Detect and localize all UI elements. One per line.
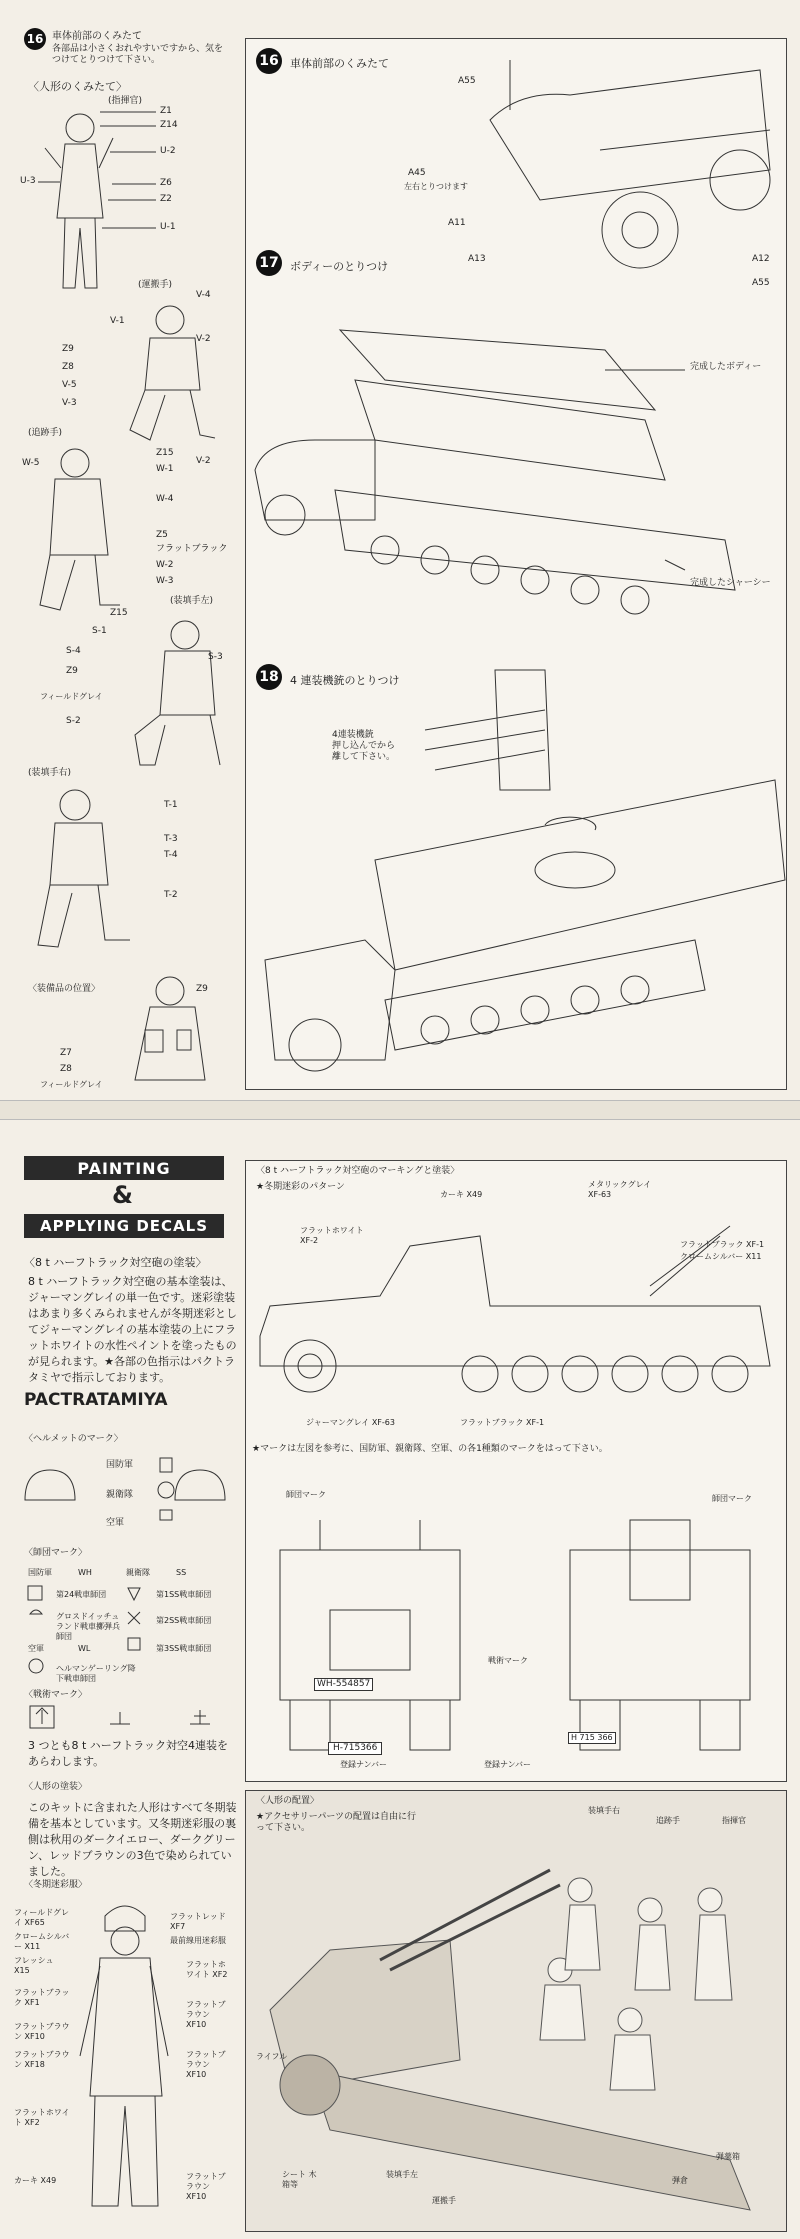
loader-left-part-7: S-2: [66, 716, 81, 726]
brand-logo: PACTRATAMIYA: [24, 1390, 168, 1410]
tracker-part-2: W-1: [156, 464, 174, 474]
equipment-part-3: Z8: [60, 1064, 72, 1074]
uniform-right-2: 最前線用迷彩服: [170, 1936, 226, 1945]
loader-right-part-1: T-1: [164, 800, 178, 810]
division-r3-b: WL: [78, 1644, 91, 1653]
winter-uniform-figure: [70, 1896, 180, 2226]
uniform-left-1: フィールドグレイ XF65: [14, 1908, 70, 1927]
step16-part-a12: A12: [752, 254, 770, 264]
loader-left-figure: [120, 615, 230, 775]
step17-number: 17: [256, 250, 282, 276]
carrier-part-5: Z8: [62, 362, 74, 372]
uniform-right-5: フラットブラウン XF10: [186, 2050, 226, 2079]
placement-heading: 〈人形の配置〉: [256, 1796, 320, 1806]
placement-magazine: 弾倉: [672, 2176, 688, 2185]
sheet-separator: [0, 1100, 800, 1120]
step18-drawing: [245, 660, 785, 1080]
markings-label-metalgrey: メタリックグレイ XF-63: [588, 1180, 652, 1199]
step18-number: 18: [256, 664, 282, 690]
markings-label-black: フラットブラック XF-1: [680, 1240, 765, 1249]
placement-rifle: ライフル: [256, 2052, 288, 2061]
rear-view: [560, 1520, 760, 1760]
figures-heading: 〈人形のくみたて〉: [28, 80, 127, 93]
step16-part-a55b: A55: [752, 278, 770, 288]
painting-heading: 〈8 t ハーフトラック対空砲の塗装〉: [24, 1256, 207, 1269]
loader-left-part-4: S-3: [208, 652, 223, 662]
markings-heading: 〈8 t ハーフトラック対空砲のマーキングと塗装〉: [256, 1166, 460, 1176]
tactical-text: 3 つとも8 t ハーフトラック対空4連装をあらわします。: [28, 1739, 229, 1768]
tracker-part-9: V-2: [196, 456, 211, 466]
commander-part-3: U-2: [160, 146, 176, 156]
placement-commander: 指揮官: [722, 1816, 746, 1825]
carrier-title: (運搬手): [138, 280, 173, 290]
front-division-mark: 師団マーク: [286, 1490, 326, 1499]
equipment-part-1: Z9: [196, 984, 208, 994]
front-registration-label: 登録ナンバー: [340, 1760, 388, 1769]
placement-loader-left: 装填手左: [386, 2170, 418, 2179]
uniform-right-4: フラットブラウン XF10: [186, 2000, 226, 2029]
tracker-part-4: W-4: [156, 494, 174, 504]
painting-banner-amp: &: [112, 1181, 133, 1209]
loader-left-title: (装填手左): [170, 596, 214, 606]
step16-part-a55: A55: [458, 76, 476, 86]
uniform-left-7: フラットホワイト XF2: [14, 2108, 70, 2127]
rear-plate: H 715 366: [568, 1732, 616, 1744]
carrier-part-4: Z9: [62, 344, 74, 354]
painting-banner-top: PAINTING: [24, 1156, 224, 1180]
division-r4-a: ヘルマンゲーリング降下戦車師団: [56, 1664, 136, 1683]
commander-title: (指揮官): [108, 96, 143, 106]
uniform-right-1: フラットレッド XF7: [170, 1912, 226, 1931]
step16-title-left: 車体前部のくみたて: [52, 31, 142, 42]
step16-part-lr: 左右とりつけます: [404, 182, 468, 191]
step16-title: 車体前部のくみたて: [290, 57, 389, 70]
uniform-left-3: フレッシュ X15: [14, 1956, 54, 1975]
division-r3-a: 空軍: [28, 1644, 44, 1653]
helmet-label-army: 国防軍: [106, 1460, 134, 1470]
markings-label-white: フラットホワイト XF-2: [300, 1226, 364, 1245]
step16-part-a11: A11: [448, 218, 466, 228]
loader-left-part-3: S-4: [66, 646, 81, 656]
tracker-part-7: W-2: [156, 560, 174, 570]
loader-right-part-2: T-3: [164, 834, 178, 844]
loader-right-title: (装填手右): [28, 768, 72, 778]
equipment-part-4: フィールドグレイ: [40, 1080, 103, 1089]
step17-chassis-label: 完成したシャーシー: [690, 578, 771, 588]
rear-division-mark: 師団マーク: [712, 1494, 752, 1503]
carrier-part-2: V-1: [110, 316, 125, 326]
uniform-right-3: フラットホワイト XF2: [186, 1960, 228, 1979]
division-r2-a: グロスドイッチュランド戦車擲弾兵師団: [56, 1612, 120, 1641]
division-r1-c: 第1SS戦車師団: [156, 1590, 212, 1599]
step16-part-a45: A45: [408, 168, 426, 178]
loader-right-figure: [30, 785, 140, 955]
uniform-left-5: フラットブラウン XF10: [14, 2022, 70, 2041]
step16-note: 各部品は小さくおれやすいですから、気をつけてとりつけて下さい。: [52, 44, 224, 65]
uniform-left-6: フラットブラウン XF18: [14, 2050, 70, 2069]
carrier-part-7: V-3: [62, 398, 77, 408]
carrier-figure: [120, 300, 220, 450]
tracker-figure: [30, 445, 130, 615]
tracker-part-8: W-3: [156, 576, 174, 586]
helmet-label-ss: 親衛隊: [106, 1490, 134, 1500]
division-r0-c: 親衛隊: [126, 1568, 150, 1577]
tactical-icons: [30, 1704, 230, 1734]
markings-label-black2: フラットブラック XF-1: [460, 1418, 545, 1427]
loader-left-part-5: Z9: [66, 666, 78, 676]
loader-right-part-4: T-2: [164, 890, 178, 900]
commander-part-4: U-3: [20, 176, 36, 186]
loader-right-part-3: T-4: [164, 850, 178, 860]
step18-note: 4連装機銃 押し込んでから 離して下さい。: [332, 730, 396, 762]
loader-left-part-2: S-1: [92, 626, 107, 636]
painting-banner-bottom: APPLYING DECALS: [24, 1214, 224, 1238]
step17-body-label: 完成したボディー: [690, 362, 762, 372]
division-r3-c: 第3SS戦車師団: [156, 1644, 212, 1653]
step16-part-a13: A13: [468, 254, 486, 264]
uniform-left-2: クロームシルバー X11: [14, 1932, 70, 1951]
step16-number-left: 16: [24, 28, 46, 50]
tracker-part-3: W-5: [22, 458, 40, 468]
division-heading: 〈師団マーク〉: [24, 1548, 88, 1558]
tracker-part-6: フラットブラック: [156, 544, 228, 554]
placement-ammo-box: 弾薬箱: [716, 2152, 740, 2161]
markings-note: ★マークは左図を参考に、国防軍、親衛隊、空軍、の各1種類のマークをはって下さい。: [252, 1444, 608, 1454]
step16-drawing: [480, 50, 780, 280]
division-r0-a: 国防軍: [28, 1568, 52, 1577]
placement-tracker: 追跡手: [656, 1816, 680, 1825]
front-plate-small: WH-554857: [314, 1678, 373, 1691]
step17-title: ボディーのとりつけ: [290, 260, 389, 273]
front-view: [270, 1520, 470, 1760]
step16-number: 16: [256, 48, 282, 74]
step18-title: 4 連装機銃のとりつけ: [290, 674, 400, 687]
carrier-part-3: V-2: [196, 334, 211, 344]
tracker-part-1: Z15: [156, 448, 174, 458]
equipment-title: 〈装備品の位置〉: [28, 984, 101, 994]
placement-carrier: 運搬手: [432, 2196, 456, 2205]
placement-seat: シート 木箱等: [282, 2170, 317, 2189]
uniform-left-8: カーキ X49: [14, 2176, 57, 2185]
carrier-part-6: V-5: [62, 380, 77, 390]
commander-part-7: U-1: [160, 222, 176, 232]
uniform-right-6: フラットブラウン XF10: [186, 2172, 226, 2201]
figure-paint-heading: 〈人形の塗装〉: [24, 1782, 88, 1792]
division-r2-c: 第2SS戦車師団: [156, 1616, 212, 1625]
placement-note: ★アクセサリーパーツの配置は自由に行って下さい。: [256, 1812, 416, 1833]
tracker-title: (追跡手): [28, 428, 63, 438]
equipment-part-2: Z7: [60, 1048, 72, 1058]
loader-left-part-1: Z15: [110, 608, 128, 618]
markings-label-khaki: カーキ X49: [440, 1190, 483, 1199]
tactical-heading: 〈戦術マーク〉: [24, 1690, 88, 1700]
markings-subheading: ★冬期迷彩のパターン: [256, 1182, 345, 1192]
division-icons: [28, 1584, 228, 1694]
rear-registration-label: 登録ナンバー: [484, 1760, 532, 1769]
placement-loader-right: 装填手右: [588, 1806, 620, 1815]
helmet-heading: 〈ヘルメットのマーク〉: [24, 1434, 123, 1444]
markings-label-germangrey: ジャーマングレイ XF-63: [306, 1418, 395, 1427]
equipment-figure: [115, 975, 225, 1085]
commander-part-1: Z1: [160, 106, 172, 116]
placement-photo: [250, 1830, 780, 2225]
uniform-left-4: フラットブラック XF1: [14, 1988, 70, 2007]
commander-part-6: Z2: [160, 194, 172, 204]
front-plate: H-715366: [328, 1742, 382, 1755]
painting-text: 8 t ハーフトラック対空砲の基本塗装は、ジャーマングレイの単一色です。迷彩塗装はあまり多くみられませんが冬期迷彩としてジャーマングレイの基本塗装の上にフラットホワイトの水性ペイントを塗ったものが見られます。★各部の色指示はパクトラタミヤで指示しております。: [28, 1275, 237, 1384]
commander-part-5: Z6: [160, 178, 172, 188]
helmet-label-luftwaffe: 空軍: [106, 1518, 125, 1528]
winter-uniform-heading: 〈冬期迷彩服〉: [24, 1880, 88, 1890]
commander-part-2: Z14: [160, 120, 178, 130]
division-r0-b: WH: [78, 1568, 92, 1577]
division-r0-d: SS: [176, 1568, 187, 1577]
tactical-mark-label: 戦術マーク: [488, 1656, 528, 1665]
tracker-part-5: Z5: [156, 530, 168, 540]
division-r1-a: 第24戦車師団: [56, 1590, 107, 1599]
carrier-part-1: V-4: [196, 290, 211, 300]
step17-drawing: [245, 290, 785, 650]
figure-paint-text: このキットに含まれた人形はすべて冬期装備を基本としています。又冬期迷彩服の裏側は秋用のダークイエロー、ダークグリーン、レッドブラウンの3色で染められていました。: [28, 1801, 237, 1878]
markings-label-chrome: クロームシルバー X11: [680, 1252, 762, 1261]
loader-left-part-6: フィールドグレイ: [40, 692, 103, 701]
